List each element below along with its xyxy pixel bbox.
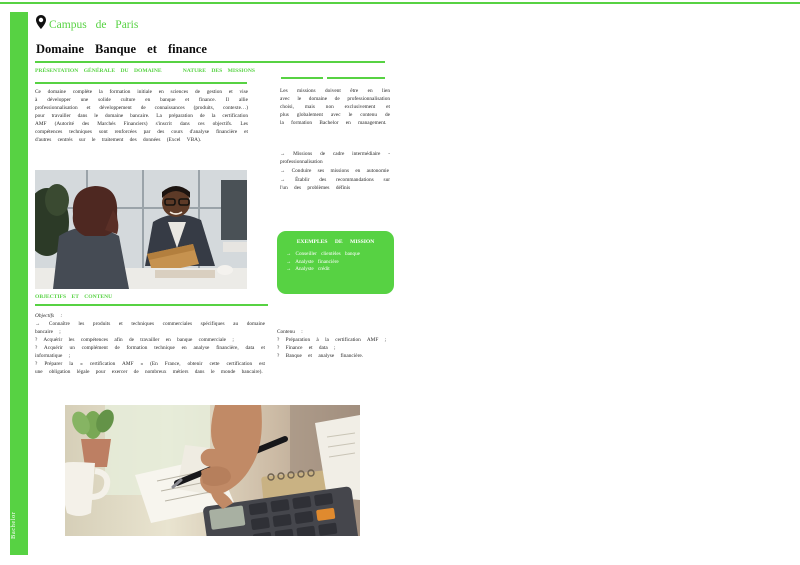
heading-presentation: PRÉSENTATION GÉNÉRALE DU DOMAINE xyxy=(35,68,162,74)
nature-body: Les missions doivent être en lien avec le domaine de professionnalisation choisi, mais non exclusivement et plus globalement avec le contenu de la formation Bachelor en management. xyxy=(280,88,390,126)
page-title: Domaine Banque et finance xyxy=(36,42,207,56)
exemples-de-mission-box xyxy=(277,231,394,294)
title-underline xyxy=(35,61,385,63)
contenu-bullet: ? Banque et analyse financière. xyxy=(277,353,364,359)
objectifs-bullet: → Connaître les produits et techniques commerciales spécifiques au domaine bancaire ; xyxy=(35,321,265,335)
top-accent-line xyxy=(0,2,800,4)
nature-bullet: → Conduire ses missions en autonomie xyxy=(280,168,390,174)
campus-header xyxy=(36,15,138,34)
objectifs-bullet: ? Préparer la « certification AMF » (En France, obtenir cette certification est une obligation légale pour exercer de nombreux métiers dans le monde bancaire). xyxy=(35,361,265,375)
nature-bullet: → Missions de cadre intermédiaire - professionnalisation xyxy=(280,151,390,165)
presentation-underline xyxy=(35,82,247,84)
nature-underline-a xyxy=(281,77,323,79)
nature-bullet: → Établir des recommandations sur l'un des problèmes définis xyxy=(280,177,390,191)
objectifs-body xyxy=(35,312,265,376)
meeting-photo xyxy=(35,170,247,289)
calculator-photo xyxy=(65,405,360,536)
objectifs-underline xyxy=(35,304,268,306)
presentation-body: Ce domaine complète la formation initiale en sciences de gestion et vise à développer une solide culture en banque et finance. Il allie professionnalisation et développement de connaissances (produits, contexte…) pour travailler dans le domaine bancaire. La préparation de la certification AMF (Autorité des Marchés Financiers) s'inscrit dans ces objectifs. Les compétences techniques sont renforcées par des cours d'analyse financière et d'autres centrés sur le traitement des données (Excel VBA). xyxy=(35,89,248,143)
nature-underline-b xyxy=(327,77,385,79)
objectifs-bullet: ? Acquérir un complément de formation technique en analyse financière, data et informatique ; xyxy=(35,345,265,359)
location-pin-icon xyxy=(36,15,46,34)
heading-objectifs: OBJECTIFS ET CONTENU xyxy=(35,294,113,300)
sidebar-vertical-label: Bachelor xyxy=(10,511,17,539)
nature-bullets xyxy=(280,150,390,193)
exemples-bullet: → Analyste crédit xyxy=(286,266,330,272)
left-accent-sidebar xyxy=(10,12,28,555)
section-headings-row xyxy=(35,68,255,74)
heading-nature: NATURE DES MISSIONS xyxy=(182,68,255,74)
contenu-intro: Contenu : xyxy=(277,329,303,335)
contenu-bullet: ? Préparation à la certification AMF ; xyxy=(277,337,387,343)
exemples-bullet: → Conseiller clientèles banque xyxy=(286,251,360,257)
contenu-bullet: ? Finance et data ; xyxy=(277,345,336,351)
objectifs-intro: Objectifs : xyxy=(35,313,63,319)
objectifs-bullet: ? Acquérir les compétences afin de travailler en banque commerciale ; xyxy=(35,337,234,343)
heading-exemples: EXEMPLES DE MISSION xyxy=(296,239,375,245)
exemples-bullet: → Analyste financière xyxy=(286,258,339,265)
contenu-body xyxy=(277,328,393,360)
campus-name: Campus de Paris xyxy=(49,18,139,31)
